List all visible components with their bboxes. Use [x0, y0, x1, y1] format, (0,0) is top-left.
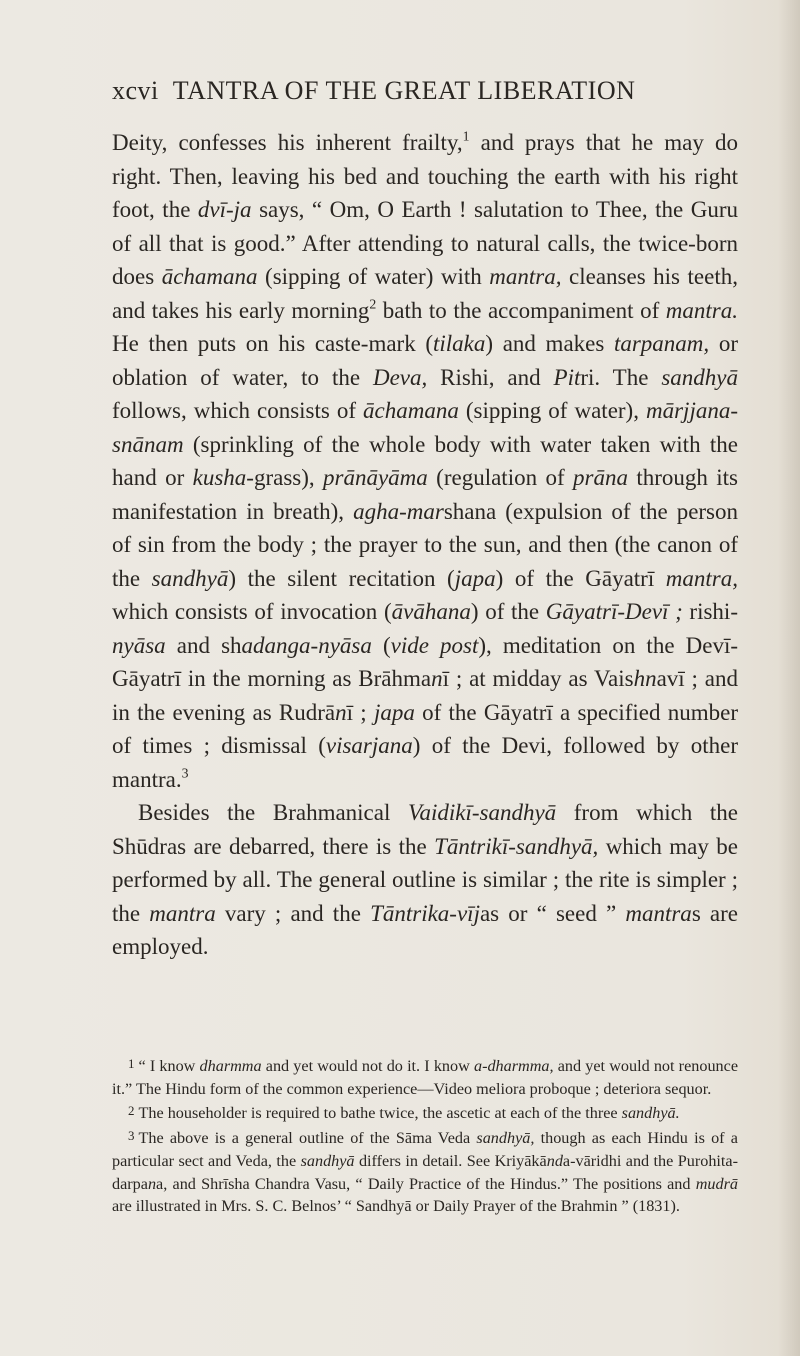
- page-edge-shadow: [778, 0, 800, 1356]
- footnote-ref-3: 3: [181, 764, 189, 780]
- paragraph-1: Deity, confesses his inherent frailty,$^1$ and prays that he may do right. Then, leaving his bed and touching the earth with his right foot, the dvī-ja says, “ Om, O Earth ! salutation to Thee, the Guru of all that is good.” After attending to natural calls, the twice-born does āchamana (sipping of water) with mantra, cleanses his teeth, and takes his early morning$^2$ bath to the accompaniment of mantra. He then puts on his caste-mark (tilaka) and makes tarpanam, or oblation of water, to the Deva, Rishi, and Pitri. The sandhyā follows, which consists of āchamana (sipping of water), mārjjana-snānam (sprinkling of the whole body with water taken with the hand or kusha-grass), prānāyāma (regulation of prāna through its manifestation in breath), agha-marshana (expulsion of the person of sin from the body ; the prayer to the sun, and then (the canon of the sandhyā) the silent recitation (japa) of the Gāyatrī mantra, which consists of invocation (āvāhana) of the Gāyatrī-Devī ; rishi-nyāsa and shadanga-nyāsa (vide post), meditation on the Devī-Gāyatrī in the morning as Brāhmanī ; at midday as Vaishnavī ; and in the evening as Rudrānī ; japa of the Gāyatrī a specified number of times ; dismissal (visarjana) of the Devi, followed by other mantra.$^3$: [112, 128, 739, 792]
- footnote-ref-1: 1: [462, 128, 470, 144]
- footnote-1: $^1$ “ I know dharmma and yet would not do it. I know a-dharmma, and yet would not renounce it.” The Hindu form of the common experience—Video meliora proboque ; deteriora sequor.: [112, 1056, 739, 1098]
- footnote-2: $^2$ The householder is required to bathe twice, the ascetic at each of the three sandhyā.: [128, 1103, 680, 1123]
- footnote-3: $^3$ The above is a general outline of the Sāma Veda sandhyā, though as each Hindu is of a particular sect and Veda, the sandhyā differs in detail. See Kriyākānda-vāridhi and the Purohita-darpana, and Shrīsha Chandra Vasu, “ Daily Practice of the Hindus.” The positions and mudrā are illustrated in Mrs. S. C. Belnos’ “ Sandhyā or Daily Prayer of the Brahmin ” (1831).: [112, 1128, 738, 1216]
- footnote-ref-2: 2: [369, 295, 377, 311]
- main-text: [112, 126, 738, 964]
- paragraph-2: Besides the Brahmanical Vaidikī-sandhyā from which the Shūdras are debarred, there is the Tāntrikī-sandhyā, which may be performed by all. The general outline is similar ; the rite is simpler ; the mantra vary ; and the Tāntrika-vījas or “ seed ” mantras are employed.: [112, 800, 739, 959]
- running-header: [112, 76, 732, 106]
- footnotes: [112, 1053, 738, 1218]
- page-number: xcvi: [112, 76, 159, 105]
- running-title: TANTRA OF THE GREAT LIBERATION: [172, 76, 636, 105]
